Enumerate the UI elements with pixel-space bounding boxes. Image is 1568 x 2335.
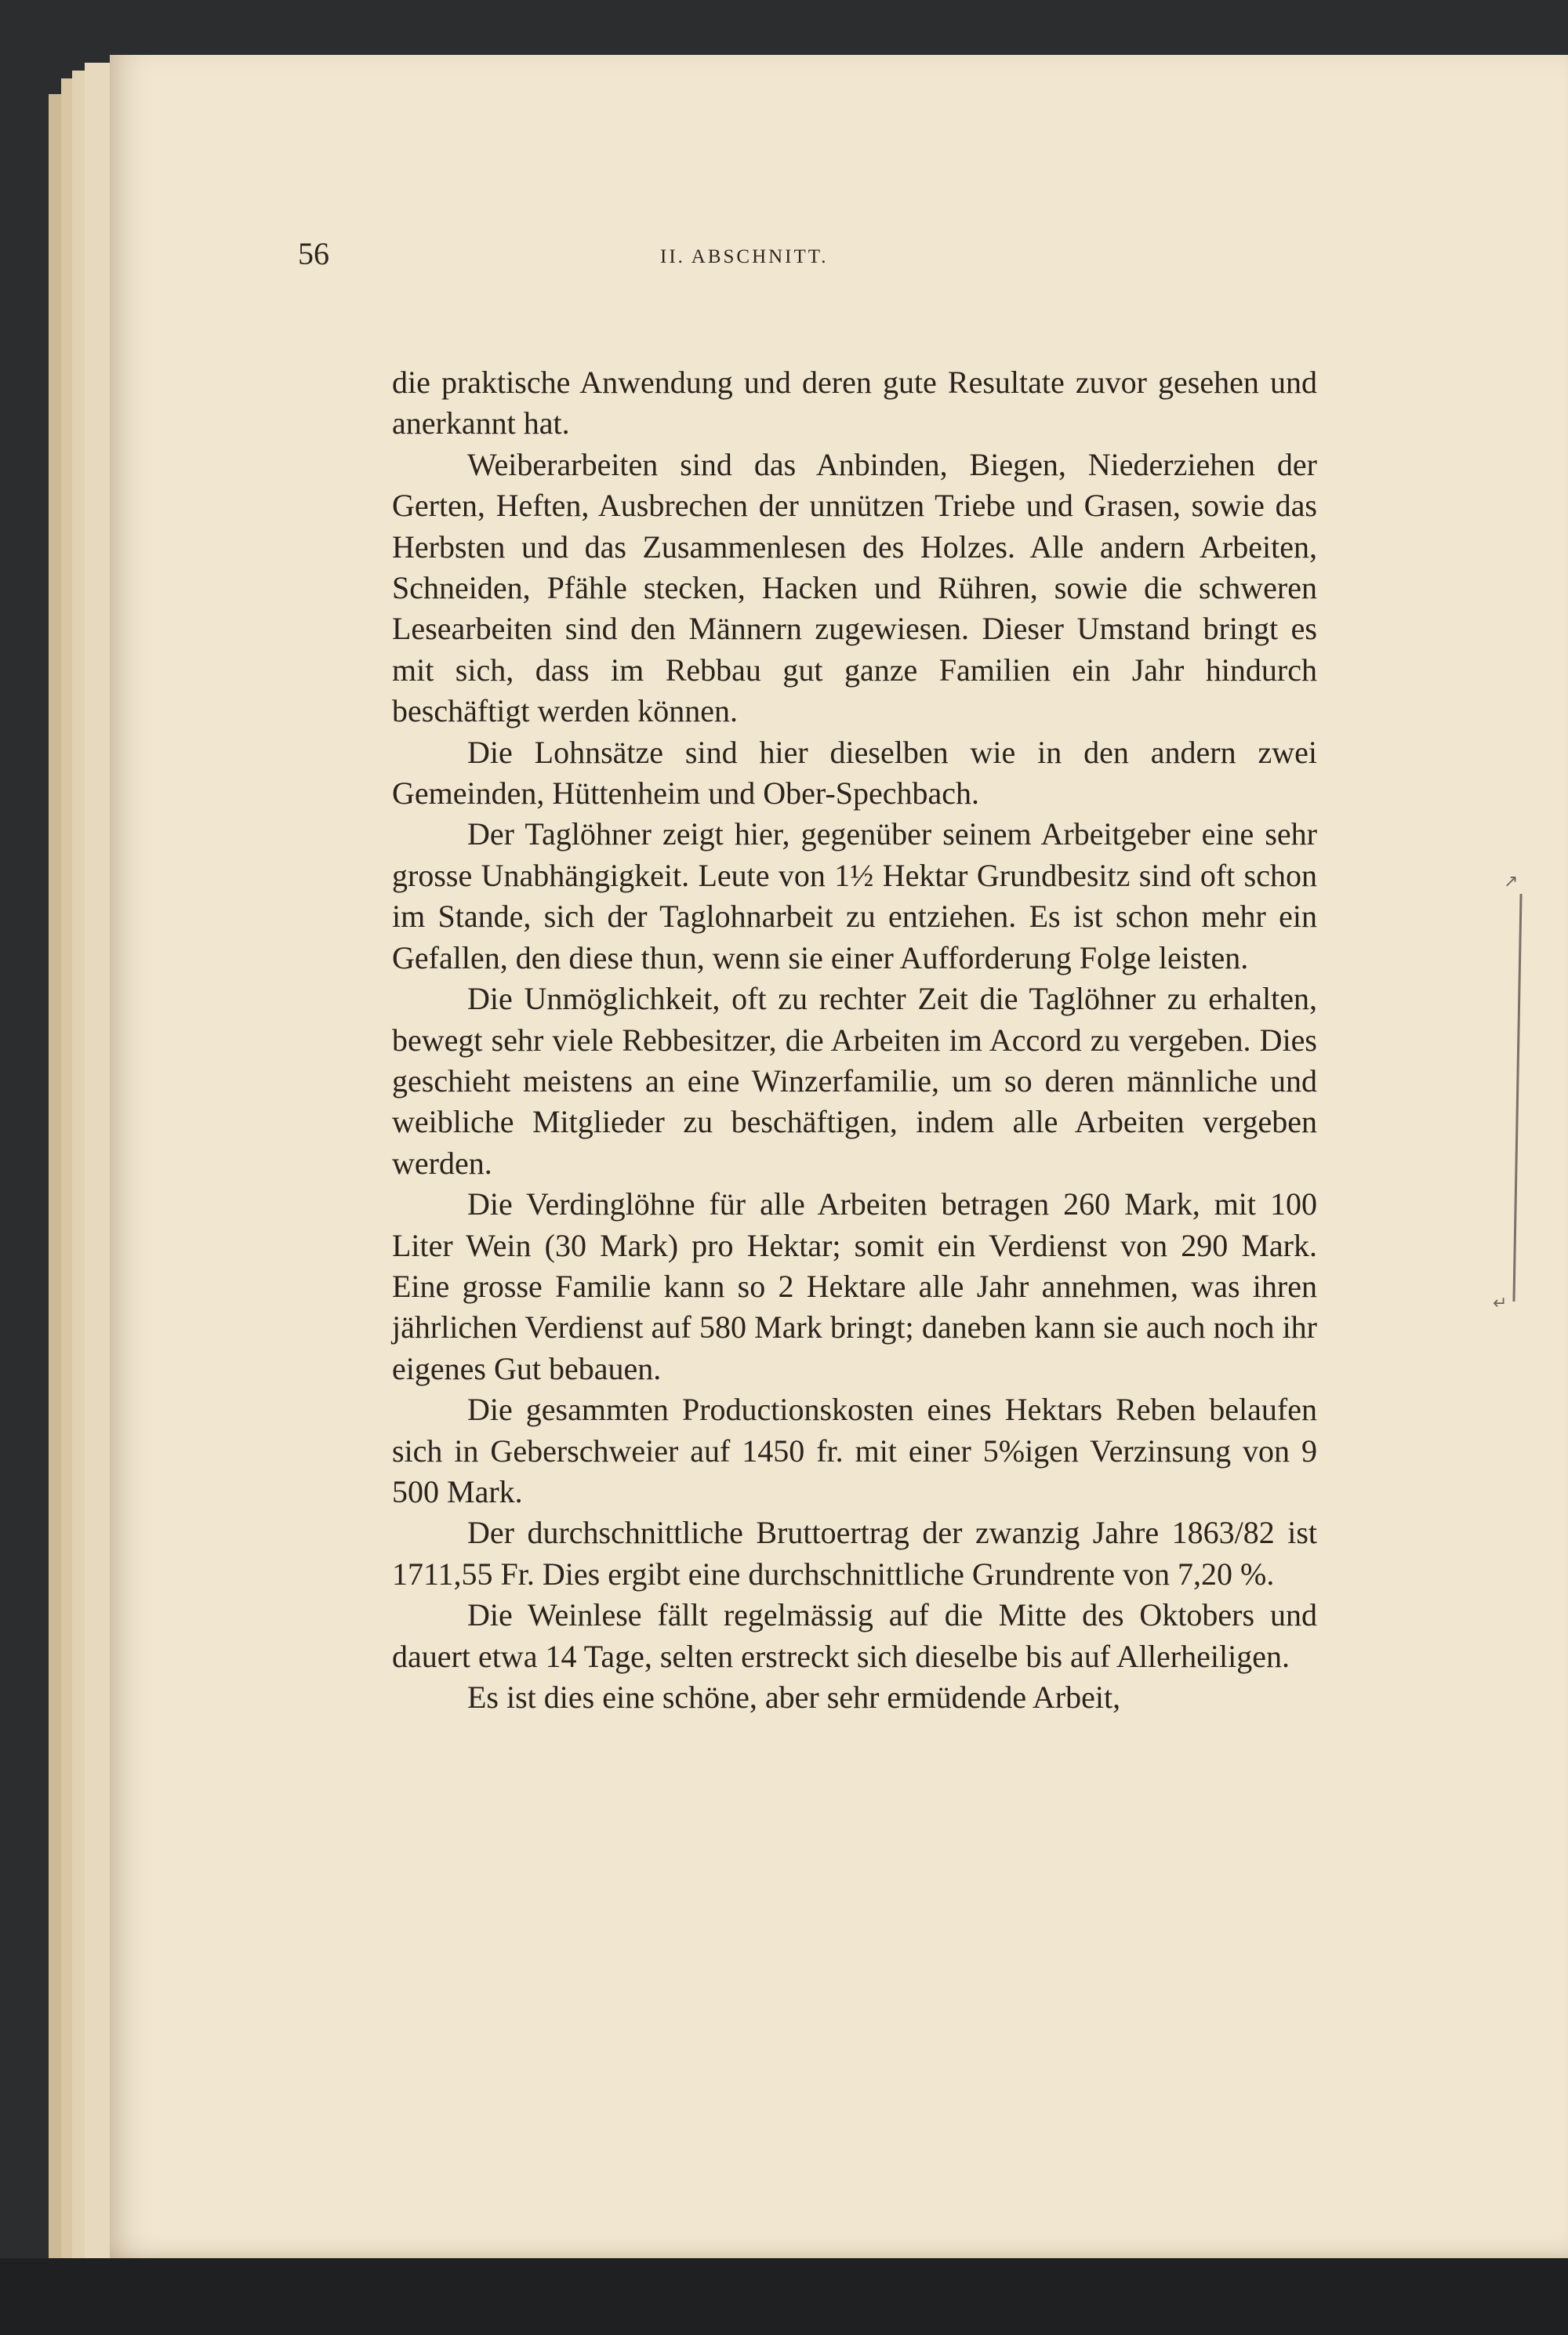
paragraph: Weiberarbeiten sind das Anbinden, Biegen, Niederziehen der Gerten, Heften, Ausbrechen der unnützen Triebe und Grasen, sowie das Herbsten und das Zusammenlesen des Holzes. Alle andern Arbeiten, Schneiden, Pfähle stecken, Hacken und Rühren, sowie die schweren Lesearbeiten sind den Männern zugewiesen. Dieser Umstand bringt es mit sich, dass im Rebbau gut ganze Familien ein Jahr hindurch beschäftigt werden können. [392,446,1317,729]
body-text [392,362,1317,1718]
paragraph: Der durchschnittliche Bruttoertrag der zwanzig Jahre 1863/82 ist 1711,55 Fr. Dies ergibt eine durchschnittliche Grundrente von 7,20 %. [392,1515,1317,1592]
paragraph: Die gesammten Productionskosten eines Hektars Reben belaufen sich in Geberschweier auf 1450 fr. mit einer 5%igen Verzinsung von 9 500 Mark. [392,1392,1317,1509]
margin-pencil-mark-icon: ↗ [1504,872,1519,892]
paragraph: Die Lohnsätze sind hier dieselben wie in den andern zwei Gemeinden, Hüttenheim und Ober-Spechbach. [392,734,1317,812]
paragraph: Es ist dies eine schöne, aber sehr ermüdende Arbeit, [467,1680,1121,1715]
margin-pencil-mark-icon: ↵ [1493,1294,1508,1313]
scan-background [0,2258,1568,2335]
paragraph: Die Unmöglichkeit, oft zu rechter Zeit die Taglöhner zu erhalten, bewegt sehr viele Rebbesitzer, die Arbeiten im Accord zu vergeben. Dies geschieht meistens an eine Winzerfamilie, um so deren männliche und weibliche Mitglieder zu beschäftigen, indem alle Arbeiten vergeben werden. [392,981,1317,1181]
paragraph: Die Weinlese fällt regelmässig auf die Mitte des Oktobers und dauert etwa 14 Tage, selten erstreckt sich dieselbe bis auf Allerheiligen. [392,1597,1317,1674]
paragraph: Die Verdinglöhne für alle Arbeiten betragen 260 Mark, mit 100 Liter Wein (30 Mark) pro Hektar; somit ein Verdienst von 290 Mark. Eine grosse Familie kann so 2 Hektare alle Jahr annehmen, was ihren jährlichen Verdienst auf 580 Mark bringt; daneben kann sie auch noch ihr eigenes Gut bebauen. [392,1186,1317,1386]
page-number: 56 [298,236,329,271]
running-head [298,235,1004,274]
section-title: II. ABSCHNITT. [660,246,829,267]
paragraph: Der Taglöhner zeigt hier, gegenüber seinem Arbeitgeber eine sehr grosse Unabhängigkeit. Leute von 1½ Hektar Grundbesitz sind oft schon im Stande, sich der Taglohnarbeit zu entziehen. Es ist schon mehr ein Gefallen, den diese thun, wenn sie einer Aufforderung Folge leisten. [392,816,1317,975]
paragraph: die praktische Anwendung und deren gute Resultate zuvor gesehen und anerkannt hat. [392,365,1317,441]
